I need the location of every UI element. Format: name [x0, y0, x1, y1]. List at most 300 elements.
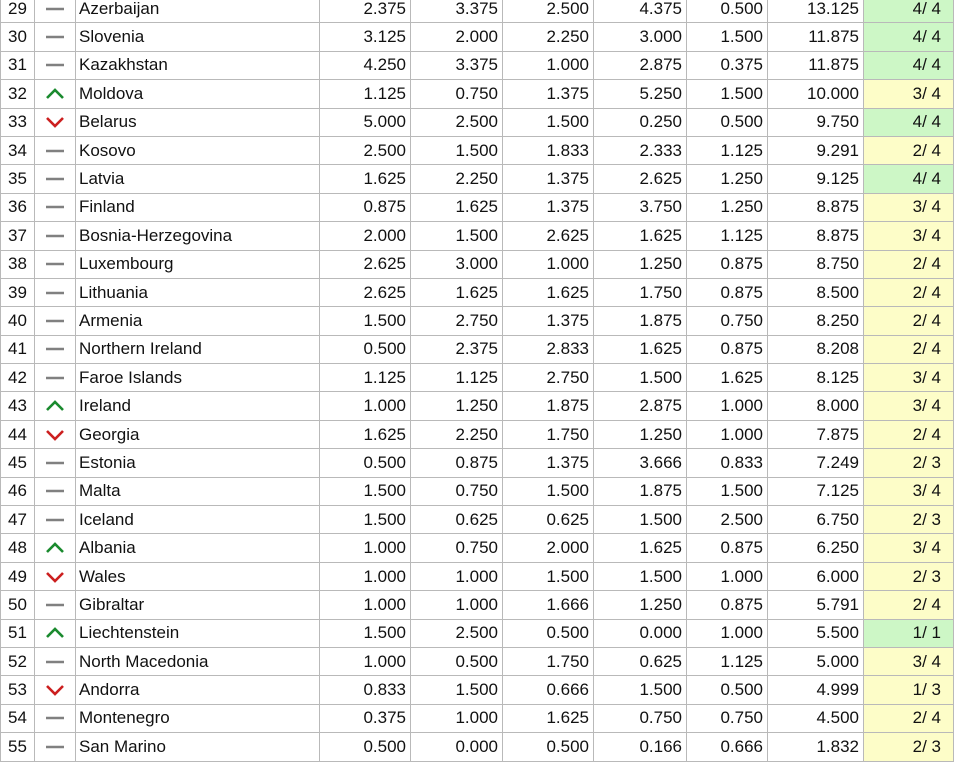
clubs-remaining-cell: 4/ 4: [864, 0, 954, 23]
value-cell-2: 3.375: [411, 0, 503, 23]
rank-cell: 52: [1, 647, 35, 675]
value-cell-1: 2.375: [320, 0, 411, 23]
value-cell-1: 1.500: [320, 619, 411, 647]
trend-cell: [35, 307, 76, 335]
country-name-cell: Ireland: [76, 392, 320, 420]
value-cell-1: 2.500: [320, 136, 411, 164]
arrow-down-icon: [35, 684, 75, 696]
clubs-remaining-cell: 2/ 4: [864, 335, 954, 363]
value-cell-5: 0.875: [687, 335, 768, 363]
rank-cell: 38: [1, 250, 35, 278]
value-cell-6: 4.500: [768, 704, 864, 732]
clubs-remaining-cell: 4/ 4: [864, 165, 954, 193]
value-cell-3: 0.500: [503, 619, 594, 647]
value-cell-4: 1.875: [594, 477, 687, 505]
value-cell-4: 5.250: [594, 80, 687, 108]
value-cell-2: 1.625: [411, 278, 503, 306]
value-cell-2: 2.500: [411, 619, 503, 647]
value-cell-6: 7.249: [768, 449, 864, 477]
country-name-cell: Malta: [76, 477, 320, 505]
value-cell-6: 8.875: [768, 222, 864, 250]
rank-cell: 33: [1, 108, 35, 136]
arrow-down-icon: [35, 116, 75, 128]
value-cell-4: 1.500: [594, 506, 687, 534]
clubs-remaining-cell: 3/ 4: [864, 477, 954, 505]
value-cell-6: 11.875: [768, 51, 864, 79]
clubs-remaining-cell: 2/ 3: [864, 449, 954, 477]
table-row: [1, 51, 954, 79]
value-cell-5: 1.125: [687, 647, 768, 675]
table-row: [1, 733, 954, 761]
rank-cell: 54: [1, 704, 35, 732]
value-cell-4: 0.166: [594, 733, 687, 761]
clubs-remaining-cell: 2/ 4: [864, 250, 954, 278]
unchanged-dash-icon: [35, 261, 75, 267]
trend-cell: [35, 704, 76, 732]
value-cell-3: 1.875: [503, 392, 594, 420]
value-cell-2: 1.000: [411, 591, 503, 619]
value-cell-4: 1.625: [594, 534, 687, 562]
value-cell-4: 3.000: [594, 23, 687, 51]
trend-cell: [35, 250, 76, 278]
rank-cell: 39: [1, 278, 35, 306]
value-cell-1: 0.833: [320, 676, 411, 704]
value-cell-2: 2.375: [411, 335, 503, 363]
clubs-remaining-cell: 2/ 3: [864, 733, 954, 761]
trend-cell: [35, 392, 76, 420]
value-cell-4: 1.250: [594, 591, 687, 619]
value-cell-3: 1.375: [503, 307, 594, 335]
table-row: [1, 420, 954, 448]
value-cell-6: 8.208: [768, 335, 864, 363]
value-cell-4: 0.625: [594, 647, 687, 675]
value-cell-2: 2.250: [411, 420, 503, 448]
unchanged-dash-icon: [35, 460, 75, 466]
clubs-remaining-cell: 3/ 4: [864, 392, 954, 420]
value-cell-2: 2.250: [411, 165, 503, 193]
table-row: [1, 591, 954, 619]
value-cell-4: 1.750: [594, 278, 687, 306]
value-cell-5: 1.000: [687, 619, 768, 647]
value-cell-3: 1.000: [503, 51, 594, 79]
clubs-remaining-cell: 1/ 3: [864, 676, 954, 704]
value-cell-1: 2.625: [320, 250, 411, 278]
clubs-remaining-cell: 2/ 4: [864, 591, 954, 619]
value-cell-6: 7.875: [768, 420, 864, 448]
arrow-up-icon: [35, 542, 75, 554]
table-row: [1, 506, 954, 534]
table-row: [1, 307, 954, 335]
rank-cell: 49: [1, 562, 35, 590]
country-name-cell: Georgia: [76, 420, 320, 448]
value-cell-1: 1.000: [320, 562, 411, 590]
country-name-cell: Moldova: [76, 80, 320, 108]
clubs-remaining-cell: 2/ 3: [864, 562, 954, 590]
value-cell-3: 1.375: [503, 449, 594, 477]
rank-cell: 50: [1, 591, 35, 619]
value-cell-3: 0.500: [503, 733, 594, 761]
arrow-up-icon: [35, 88, 75, 100]
country-name-cell: Armenia: [76, 307, 320, 335]
value-cell-1: 1.125: [320, 364, 411, 392]
value-cell-3: 2.500: [503, 0, 594, 23]
table-row: [1, 0, 954, 23]
value-cell-1: 4.250: [320, 51, 411, 79]
value-cell-5: 1.125: [687, 222, 768, 250]
value-cell-2: 0.750: [411, 477, 503, 505]
clubs-remaining-cell: 4/ 4: [864, 23, 954, 51]
value-cell-4: 2.625: [594, 165, 687, 193]
value-cell-4: 1.250: [594, 420, 687, 448]
value-cell-4: 1.625: [594, 335, 687, 363]
table-row: [1, 23, 954, 51]
value-cell-5: 1.625: [687, 364, 768, 392]
value-cell-3: 1.375: [503, 165, 594, 193]
value-cell-5: 0.833: [687, 449, 768, 477]
value-cell-3: 1.625: [503, 704, 594, 732]
value-cell-1: 1.000: [320, 591, 411, 619]
value-cell-4: 3.666: [594, 449, 687, 477]
value-cell-4: 1.875: [594, 307, 687, 335]
trend-cell: [35, 165, 76, 193]
value-cell-5: 0.875: [687, 278, 768, 306]
table-row: [1, 392, 954, 420]
country-name-cell: Andorra: [76, 676, 320, 704]
country-name-cell: Gibraltar: [76, 591, 320, 619]
table-row: [1, 562, 954, 590]
value-cell-4: 1.625: [594, 222, 687, 250]
unchanged-dash-icon: [35, 488, 75, 494]
unchanged-dash-icon: [35, 6, 75, 12]
rank-cell: 42: [1, 364, 35, 392]
unchanged-dash-icon: [35, 375, 75, 381]
table-row: [1, 534, 954, 562]
clubs-remaining-cell: 3/ 4: [864, 80, 954, 108]
value-cell-5: 1.000: [687, 562, 768, 590]
trend-cell: [35, 51, 76, 79]
value-cell-1: 5.000: [320, 108, 411, 136]
country-name-cell: Slovenia: [76, 23, 320, 51]
value-cell-4: 1.500: [594, 364, 687, 392]
unchanged-dash-icon: [35, 148, 75, 154]
value-cell-6: 8.000: [768, 392, 864, 420]
value-cell-3: 1.375: [503, 193, 594, 221]
value-cell-4: 4.375: [594, 0, 687, 23]
trend-cell: [35, 278, 76, 306]
trend-cell: [35, 136, 76, 164]
value-cell-4: 2.875: [594, 392, 687, 420]
trend-cell: [35, 80, 76, 108]
table-row: [1, 619, 954, 647]
country-name-cell: Albania: [76, 534, 320, 562]
rank-cell: 45: [1, 449, 35, 477]
clubs-remaining-cell: 2/ 4: [864, 420, 954, 448]
value-cell-6: 13.125: [768, 0, 864, 23]
unchanged-dash-icon: [35, 204, 75, 210]
table-row: [1, 136, 954, 164]
rank-cell: 48: [1, 534, 35, 562]
value-cell-1: 1.500: [320, 307, 411, 335]
trend-cell: [35, 506, 76, 534]
value-cell-1: 1.000: [320, 534, 411, 562]
unchanged-dash-icon: [35, 290, 75, 296]
value-cell-5: 1.000: [687, 392, 768, 420]
value-cell-2: 0.500: [411, 647, 503, 675]
country-name-cell: Bosnia-Herzegovina: [76, 222, 320, 250]
value-cell-1: 1.125: [320, 80, 411, 108]
value-cell-2: 0.750: [411, 534, 503, 562]
table-row: [1, 108, 954, 136]
value-cell-2: 1.250: [411, 392, 503, 420]
rank-cell: 37: [1, 222, 35, 250]
country-name-cell: Kosovo: [76, 136, 320, 164]
value-cell-5: 0.666: [687, 733, 768, 761]
value-cell-6: 6.000: [768, 562, 864, 590]
unchanged-dash-icon: [35, 602, 75, 608]
value-cell-5: 0.750: [687, 307, 768, 335]
clubs-remaining-cell: 3/ 4: [864, 222, 954, 250]
value-cell-1: 2.000: [320, 222, 411, 250]
unchanged-dash-icon: [35, 176, 75, 182]
value-cell-2: 1.625: [411, 193, 503, 221]
table-row: [1, 278, 954, 306]
unchanged-dash-icon: [35, 34, 75, 40]
value-cell-1: 1.625: [320, 420, 411, 448]
country-name-cell: North Macedonia: [76, 647, 320, 675]
trend-cell: [35, 647, 76, 675]
value-cell-6: 4.999: [768, 676, 864, 704]
value-cell-6: 9.750: [768, 108, 864, 136]
value-cell-1: 1.500: [320, 477, 411, 505]
value-cell-3: 1.000: [503, 250, 594, 278]
value-cell-6: 5.500: [768, 619, 864, 647]
value-cell-3: 1.625: [503, 278, 594, 306]
value-cell-6: 7.125: [768, 477, 864, 505]
value-cell-1: 0.500: [320, 733, 411, 761]
value-cell-5: 1.500: [687, 80, 768, 108]
value-cell-2: 1.000: [411, 704, 503, 732]
clubs-remaining-cell: 3/ 4: [864, 193, 954, 221]
country-name-cell: San Marino: [76, 733, 320, 761]
value-cell-5: 1.125: [687, 136, 768, 164]
trend-cell: [35, 23, 76, 51]
country-name-cell: Northern Ireland: [76, 335, 320, 363]
value-cell-6: 9.125: [768, 165, 864, 193]
rank-cell: 35: [1, 165, 35, 193]
trend-cell: [35, 222, 76, 250]
value-cell-4: 0.000: [594, 619, 687, 647]
value-cell-3: 2.000: [503, 534, 594, 562]
value-cell-1: 3.125: [320, 23, 411, 51]
value-cell-6: 9.291: [768, 136, 864, 164]
value-cell-5: 0.875: [687, 591, 768, 619]
country-name-cell: Luxembourg: [76, 250, 320, 278]
value-cell-5: 1.500: [687, 23, 768, 51]
rank-cell: 55: [1, 733, 35, 761]
value-cell-6: 1.832: [768, 733, 864, 761]
rank-cell: 51: [1, 619, 35, 647]
value-cell-3: 1.500: [503, 562, 594, 590]
value-cell-2: 1.125: [411, 364, 503, 392]
value-cell-6: 8.125: [768, 364, 864, 392]
country-name-cell: Estonia: [76, 449, 320, 477]
clubs-remaining-cell: 2/ 4: [864, 278, 954, 306]
rank-cell: 30: [1, 23, 35, 51]
unchanged-dash-icon: [35, 346, 75, 352]
value-cell-1: 0.375: [320, 704, 411, 732]
table-body: [1, 0, 954, 761]
arrow-down-icon: [35, 571, 75, 583]
value-cell-5: 0.500: [687, 108, 768, 136]
value-cell-6: 8.875: [768, 193, 864, 221]
value-cell-1: 1.000: [320, 392, 411, 420]
country-name-cell: Lithuania: [76, 278, 320, 306]
clubs-remaining-cell: 3/ 4: [864, 534, 954, 562]
rank-cell: 53: [1, 676, 35, 704]
value-cell-3: 1.375: [503, 80, 594, 108]
value-cell-3: 2.250: [503, 23, 594, 51]
value-cell-5: 0.375: [687, 51, 768, 79]
arrow-down-icon: [35, 429, 75, 441]
trend-cell: [35, 449, 76, 477]
value-cell-2: 3.375: [411, 51, 503, 79]
value-cell-2: 0.625: [411, 506, 503, 534]
clubs-remaining-cell: 2/ 4: [864, 136, 954, 164]
trend-cell: [35, 193, 76, 221]
trend-cell: [35, 477, 76, 505]
value-cell-6: 10.000: [768, 80, 864, 108]
table-row: [1, 477, 954, 505]
value-cell-2: 1.000: [411, 562, 503, 590]
value-cell-2: 2.500: [411, 108, 503, 136]
value-cell-6: 11.875: [768, 23, 864, 51]
clubs-remaining-cell: 2/ 4: [864, 307, 954, 335]
value-cell-4: 2.333: [594, 136, 687, 164]
table-row: [1, 364, 954, 392]
value-cell-5: 0.500: [687, 676, 768, 704]
value-cell-6: 8.500: [768, 278, 864, 306]
unchanged-dash-icon: [35, 318, 75, 324]
clubs-remaining-cell: 4/ 4: [864, 108, 954, 136]
value-cell-5: 0.750: [687, 704, 768, 732]
trend-cell: [35, 733, 76, 761]
trend-cell: [35, 591, 76, 619]
country-name-cell: Finland: [76, 193, 320, 221]
trend-cell: [35, 534, 76, 562]
value-cell-5: 1.000: [687, 420, 768, 448]
country-name-cell: Iceland: [76, 506, 320, 534]
rank-cell: 34: [1, 136, 35, 164]
value-cell-2: 2.750: [411, 307, 503, 335]
value-cell-2: 0.875: [411, 449, 503, 477]
value-cell-3: 1.666: [503, 591, 594, 619]
country-name-cell: Azerbaijan: [76, 0, 320, 23]
trend-cell: [35, 619, 76, 647]
rank-cell: 29: [1, 0, 35, 23]
value-cell-6: 5.000: [768, 647, 864, 675]
table-row: [1, 647, 954, 675]
value-cell-1: 2.625: [320, 278, 411, 306]
value-cell-2: 1.500: [411, 676, 503, 704]
value-cell-3: 1.833: [503, 136, 594, 164]
table-row: [1, 676, 954, 704]
value-cell-1: 0.500: [320, 449, 411, 477]
value-cell-2: 0.750: [411, 80, 503, 108]
value-cell-1: 1.500: [320, 506, 411, 534]
value-cell-1: 0.500: [320, 335, 411, 363]
value-cell-5: 0.875: [687, 250, 768, 278]
clubs-remaining-cell: 3/ 4: [864, 647, 954, 675]
trend-cell: [35, 364, 76, 392]
table-row: [1, 335, 954, 363]
rank-cell: 32: [1, 80, 35, 108]
country-name-cell: Faroe Islands: [76, 364, 320, 392]
value-cell-3: 1.500: [503, 108, 594, 136]
clubs-remaining-cell: 1/ 1: [864, 619, 954, 647]
value-cell-2: 2.000: [411, 23, 503, 51]
value-cell-3: 0.625: [503, 506, 594, 534]
value-cell-2: 0.000: [411, 733, 503, 761]
value-cell-2: 3.000: [411, 250, 503, 278]
value-cell-3: 2.625: [503, 222, 594, 250]
value-cell-4: 0.250: [594, 108, 687, 136]
value-cell-5: 0.875: [687, 534, 768, 562]
value-cell-6: 6.250: [768, 534, 864, 562]
value-cell-1: 1.000: [320, 647, 411, 675]
trend-cell: [35, 335, 76, 363]
table-row: [1, 80, 954, 108]
value-cell-5: 0.500: [687, 0, 768, 23]
country-name-cell: Kazakhstan: [76, 51, 320, 79]
value-cell-6: 6.750: [768, 506, 864, 534]
value-cell-5: 1.500: [687, 477, 768, 505]
value-cell-3: 2.750: [503, 364, 594, 392]
trend-cell: [35, 420, 76, 448]
unchanged-dash-icon: [35, 517, 75, 523]
value-cell-3: 2.833: [503, 335, 594, 363]
table-row: [1, 704, 954, 732]
value-cell-5: 1.250: [687, 193, 768, 221]
table-row: [1, 449, 954, 477]
value-cell-5: 2.500: [687, 506, 768, 534]
value-cell-6: 8.750: [768, 250, 864, 278]
rank-cell: 31: [1, 51, 35, 79]
value-cell-4: 1.500: [594, 562, 687, 590]
value-cell-2: 1.500: [411, 136, 503, 164]
country-name-cell: Montenegro: [76, 704, 320, 732]
value-cell-6: 8.250: [768, 307, 864, 335]
country-name-cell: Liechtenstein: [76, 619, 320, 647]
table-row: [1, 250, 954, 278]
table-row: [1, 165, 954, 193]
trend-cell: [35, 108, 76, 136]
clubs-remaining-cell: 2/ 4: [864, 704, 954, 732]
arrow-up-icon: [35, 627, 75, 639]
value-cell-6: 5.791: [768, 591, 864, 619]
value-cell-1: 0.875: [320, 193, 411, 221]
table-row: [1, 222, 954, 250]
clubs-remaining-cell: 3/ 4: [864, 364, 954, 392]
clubs-remaining-cell: 4/ 4: [864, 51, 954, 79]
value-cell-4: 1.250: [594, 250, 687, 278]
arrow-up-icon: [35, 400, 75, 412]
rank-cell: 46: [1, 477, 35, 505]
unchanged-dash-icon: [35, 233, 75, 239]
value-cell-4: 1.500: [594, 676, 687, 704]
value-cell-4: 0.750: [594, 704, 687, 732]
value-cell-2: 1.500: [411, 222, 503, 250]
value-cell-3: 0.666: [503, 676, 594, 704]
